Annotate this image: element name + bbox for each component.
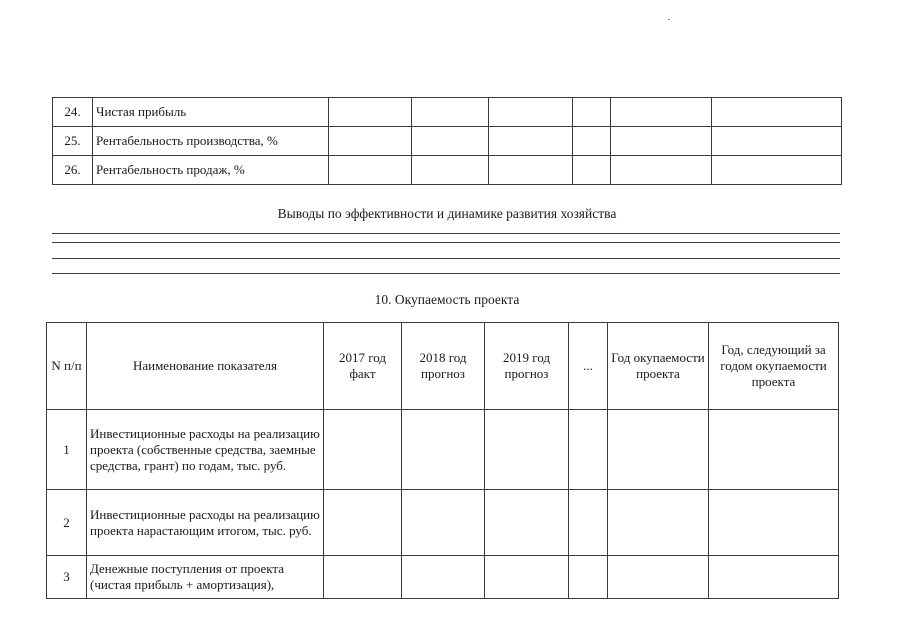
cell[interactable] xyxy=(489,98,573,127)
payback-table xyxy=(46,322,839,599)
header-number: N п/п xyxy=(47,323,87,410)
row-number: 25. xyxy=(53,127,93,156)
header-next-year: Год, следующий за годом окупаемости проекта xyxy=(709,323,839,410)
cell[interactable] xyxy=(412,98,489,127)
cell[interactable] xyxy=(608,490,709,556)
table-row xyxy=(47,410,839,490)
conclusions-line-4[interactable] xyxy=(52,273,840,274)
cell[interactable] xyxy=(485,410,569,490)
header-payback-year: Год окупаемости проекта xyxy=(608,323,709,410)
header-row xyxy=(47,323,839,410)
top-indicators-table xyxy=(52,97,842,185)
cell[interactable] xyxy=(608,556,709,599)
cell[interactable] xyxy=(569,556,608,599)
conclusions-line-1[interactable] xyxy=(52,233,840,234)
cell[interactable] xyxy=(324,556,402,599)
cell[interactable] xyxy=(402,410,485,490)
row-number: 1 xyxy=(47,410,87,490)
cell[interactable] xyxy=(324,410,402,490)
cell[interactable] xyxy=(611,156,712,185)
indicator-name: Чистая прибыль xyxy=(93,98,329,127)
cell[interactable] xyxy=(712,156,842,185)
row-number: 3 xyxy=(47,556,87,599)
header-2019: 2019 год прогноз xyxy=(485,323,569,410)
cell[interactable] xyxy=(412,156,489,185)
table-row xyxy=(53,127,842,156)
cell[interactable] xyxy=(485,556,569,599)
cell[interactable] xyxy=(573,156,611,185)
cell[interactable] xyxy=(329,98,412,127)
conclusions-heading: Выводы по эффективности и динамике развития хозяйства xyxy=(277,206,617,221)
section-title: 10. Окупаемость проекта xyxy=(374,292,520,307)
cell[interactable] xyxy=(712,127,842,156)
row-number: 24. xyxy=(53,98,93,127)
table-row xyxy=(53,156,842,185)
cell[interactable] xyxy=(709,410,839,490)
table-row xyxy=(47,490,839,556)
cell[interactable] xyxy=(611,98,712,127)
indicator-name: Инвестиционные расходы на реализацию проекта (собственные средства, заемные средства, грант) по годам, тыс. руб. xyxy=(87,410,324,490)
table-row xyxy=(47,556,839,599)
cell[interactable] xyxy=(709,490,839,556)
indicator-name: Рентабельность продаж, % xyxy=(93,156,329,185)
cell[interactable] xyxy=(573,98,611,127)
header-ellipsis: ... xyxy=(569,323,608,410)
cell[interactable] xyxy=(402,556,485,599)
cell[interactable] xyxy=(324,490,402,556)
cell[interactable] xyxy=(402,490,485,556)
cell[interactable] xyxy=(608,410,709,490)
scan-speck xyxy=(668,19,670,20)
conclusions-line-2[interactable] xyxy=(52,242,840,243)
cell[interactable] xyxy=(569,490,608,556)
cell[interactable] xyxy=(611,127,712,156)
cell[interactable] xyxy=(709,556,839,599)
cell[interactable] xyxy=(489,127,573,156)
table-row xyxy=(53,98,842,127)
cell[interactable] xyxy=(573,127,611,156)
cell[interactable] xyxy=(412,127,489,156)
cell[interactable] xyxy=(329,156,412,185)
cell[interactable] xyxy=(489,156,573,185)
indicator-name: Инвестиционные расходы на реализацию проекта нарастающим итогом, тыс. руб. xyxy=(87,490,324,556)
conclusions-line-3[interactable] xyxy=(52,258,840,259)
header-2017: 2017 год факт xyxy=(324,323,402,410)
header-2018: 2018 год прогноз xyxy=(402,323,485,410)
cell[interactable] xyxy=(329,127,412,156)
cell[interactable] xyxy=(712,98,842,127)
cell[interactable] xyxy=(485,490,569,556)
indicator-name: Рентабельность производства, % xyxy=(93,127,329,156)
cell[interactable] xyxy=(569,410,608,490)
header-indicator-name: Наименование показателя xyxy=(87,323,324,410)
indicator-name: Денежные поступления от проекта (чистая прибыль + амортизация), xyxy=(87,556,324,599)
row-number: 26. xyxy=(53,156,93,185)
row-number: 2 xyxy=(47,490,87,556)
